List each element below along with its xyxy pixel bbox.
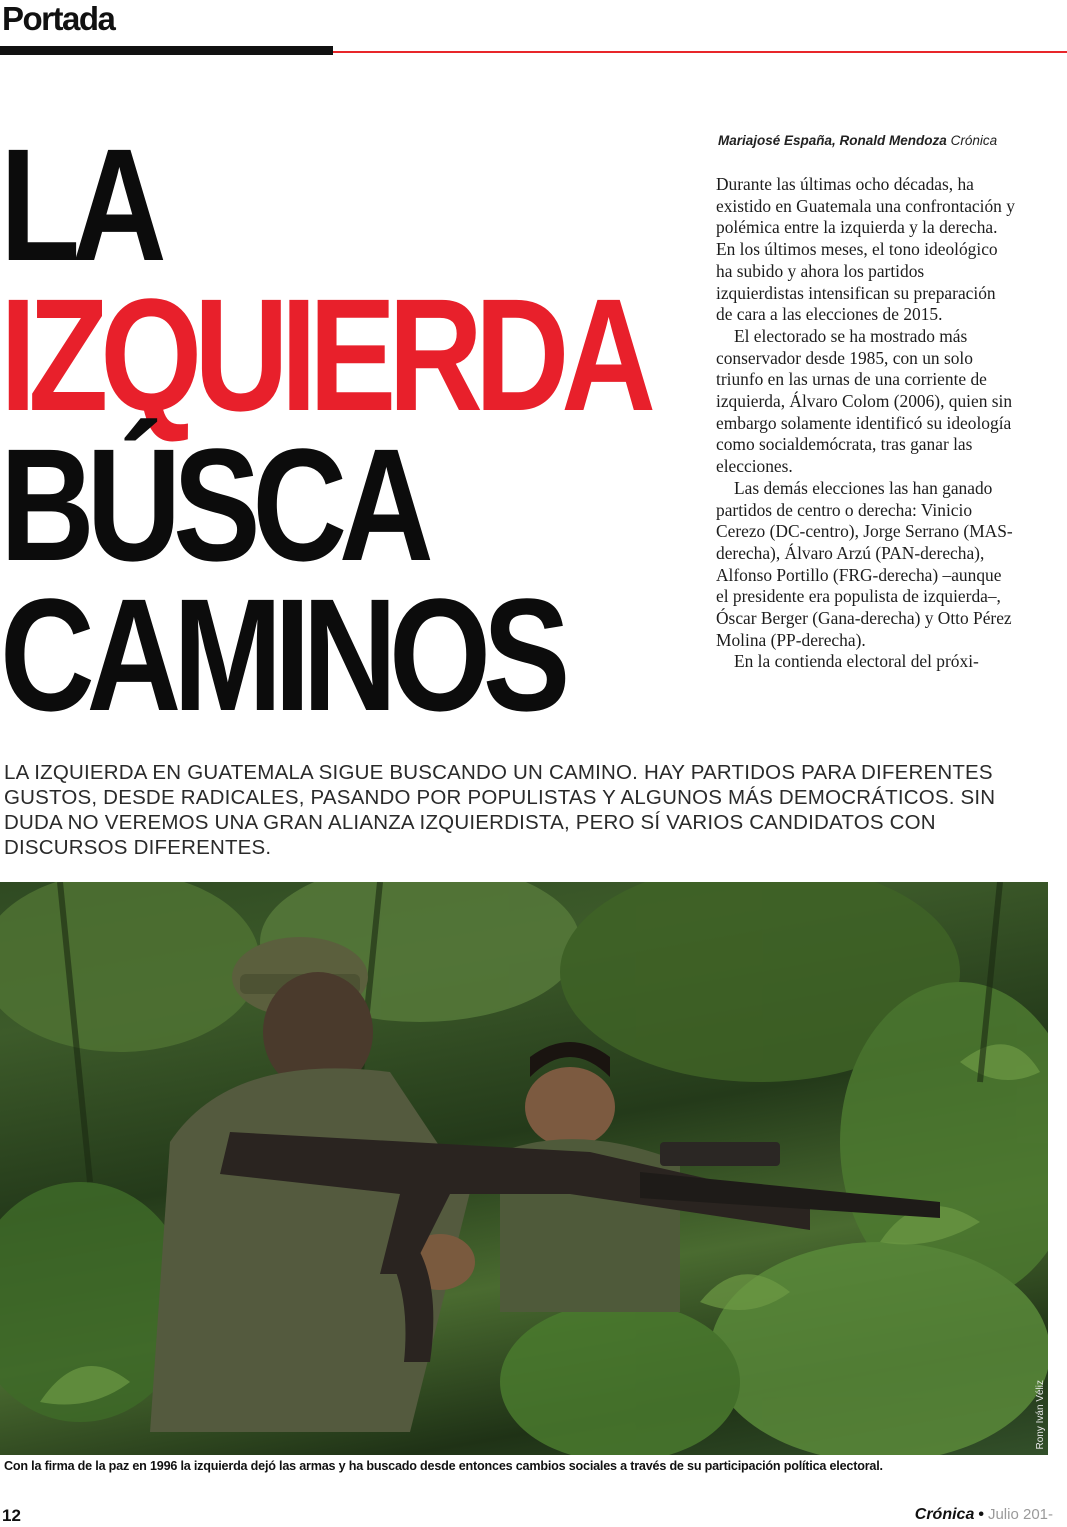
footer-publication: Crónica [914, 1506, 975, 1523]
body-paragraph-3: Las demás elecciones las han ganado partidos de centro o derecha: Vinicio Cerezo (DC-centro), Jorge Serrano (MAS-derecha), Álvaro Arzú (PAN-derecha), Alfonso Portillo (FRG-derecha) –aunque el presidente era populista de izquierda–, Óscar Berger (Gana-derecha) y Otto Pérez Molina (PP-derecha). [716, 477, 1013, 650]
byline-authors: Mariajosé España, Ronald Mendoza [718, 133, 947, 148]
headline-line-4: CAMINOS [0, 565, 563, 744]
byline [718, 133, 997, 148]
headline-line-3: BÚSCA [0, 415, 426, 594]
section-rule-red [333, 51, 1067, 53]
photo-caption: Con la firma de la paz en 1996 la izquierda dejó las armas y ha buscado desde entonces cambios sociales a través de su participación política electoral. [4, 1459, 883, 1473]
footer-date: Julio 201- [987, 1506, 1053, 1523]
headline [0, 115, 705, 744]
page-footer [915, 1506, 1053, 1524]
body-paragraph-2: El electorado se ha mostrado más conservador desde 1985, con un solo triunfo en las urnas de una corriente de izquierda, Álvaro Colom (2006), quien sin embargo solamente identificó su ideología como socialdemócrata, tras ganar las elecciones. [716, 325, 1013, 477]
section-rule-black [0, 46, 333, 55]
headline-line-1: LA [0, 115, 159, 294]
section-label: Portada [2, 0, 115, 37]
article-body [716, 174, 1016, 673]
page-number: 12 [2, 1506, 21, 1525]
byline-outlet: Crónica [950, 133, 998, 148]
body-paragraph-4: En la contienda electoral del próxi- [734, 651, 979, 672]
footer-separator: • [978, 1506, 984, 1523]
deck-summary: LA IZQUIERDA EN GUATEMALA SIGUE BUSCANDO UN CAMINO. HAY PARTIDOS PARA DIFERENTES GUSTOS, DESDE RADICALES, PASANDO POR POPULISTAS Y ALGUNOS MÁS DEMOCRÁTICOS. SIN DUDA NO VEREMOS UNA GRAN ALIANZA IZQUIERDISTA, PERO SÍ VARIOS CANDIDATOS CON DISCURSOS DIFERENTES. [4, 761, 996, 859]
photo-credit: Rony Iván Véliz [1035, 1379, 1046, 1449]
body-paragraph-1: Durante las últimas ocho décadas, ha existido en Guatemala una confrontación y polémica entre la izquierda y la derecha. En los últimos meses, el tono ideológico ha subido y ahora los partidos izquierdistas intensifican su preparación de cara a las elecciones de 2015. [716, 174, 1015, 325]
photo-illustration [0, 882, 1048, 1455]
headline-line-2: IZQUIERDA [0, 265, 648, 444]
guerrilla-photo [0, 882, 1048, 1455]
